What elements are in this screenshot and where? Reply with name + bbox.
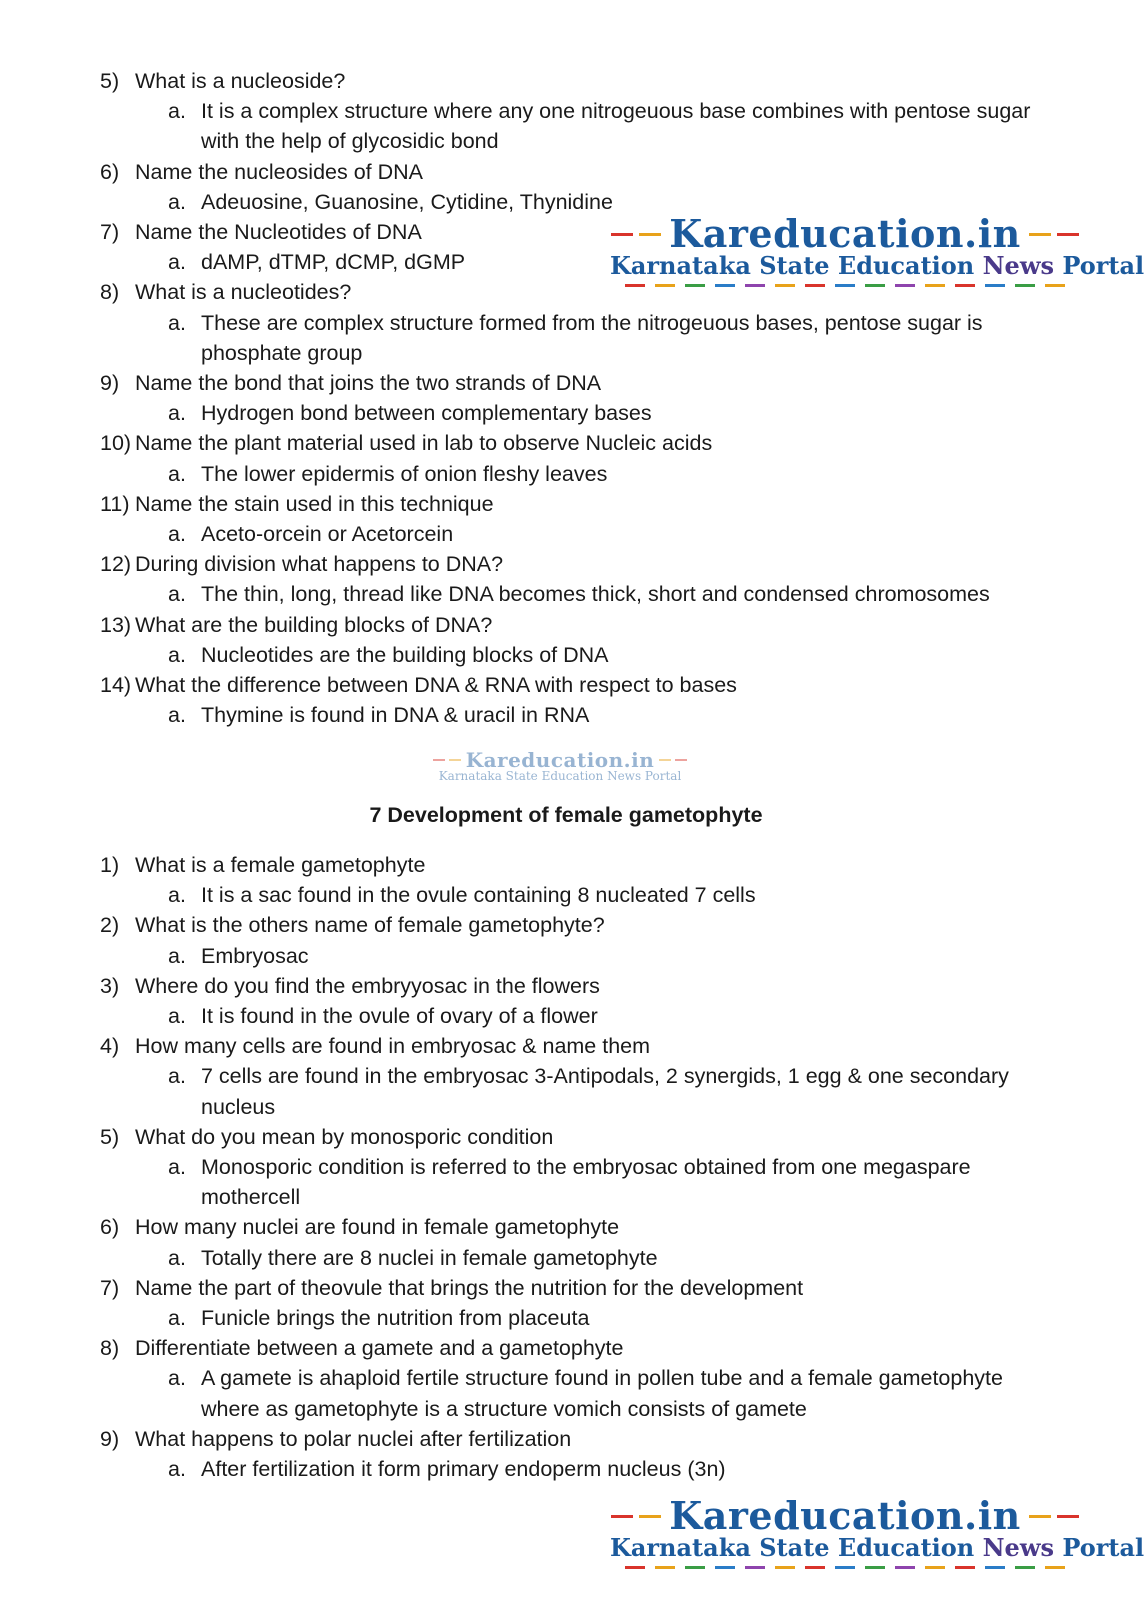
answer-text: The lower epidermis of onion fleshy leaves bbox=[201, 461, 608, 486]
logo-dash bbox=[835, 284, 855, 287]
question-number: 3) bbox=[100, 973, 120, 998]
question-text: Name the Nucleotides of DNA bbox=[135, 220, 422, 245]
logo-dash bbox=[775, 284, 795, 287]
logo-brand-text: Kareducation.in bbox=[669, 1493, 1021, 1538]
question-text: Name the bond that joins the two strands of DNA bbox=[135, 371, 602, 396]
question-text: Name the nucleosides of DNA bbox=[135, 159, 424, 184]
answer-text: The thin, long, thread like DNA becomes thick, short and condensed chromosomes bbox=[201, 582, 990, 607]
question-text: Name the stain used in this technique bbox=[135, 491, 494, 516]
question-item bbox=[100, 1273, 1060, 1303]
answer-label: a. bbox=[168, 943, 186, 968]
question-text: What the difference between DNA & RNA with respect to bases bbox=[135, 673, 737, 698]
answer-item bbox=[100, 1454, 1060, 1484]
question-item bbox=[100, 610, 1060, 640]
logo-dash bbox=[805, 284, 825, 287]
answer-item bbox=[100, 1001, 1060, 1031]
section-title: 7 Development of female gametophyte bbox=[369, 803, 763, 827]
question-number: 9) bbox=[100, 371, 120, 396]
answer-text: It is a complex structure where any one nitrogeuous base combines with pentose sugar with the help of glycosidic bond bbox=[201, 99, 1031, 154]
answer-label: a. bbox=[168, 1064, 186, 1089]
question-item bbox=[100, 971, 1060, 1001]
answer-item bbox=[100, 880, 1060, 910]
logo-dashes-left bbox=[611, 233, 661, 236]
answer-text: Thymine is found in DNA & uracil in RNA bbox=[201, 703, 590, 728]
question-text: Differentiate between a gamete and a gametophyte bbox=[135, 1336, 624, 1361]
logo-dash bbox=[895, 1566, 915, 1569]
logo-dashes-left bbox=[611, 1515, 661, 1518]
answer-label: a. bbox=[168, 883, 186, 908]
qa-list-female-gametophyte bbox=[100, 850, 1060, 1484]
logo-tagline: Karnataka State Education News Portal bbox=[610, 251, 1144, 280]
question-text: How many nuclei are found in female gametophyte bbox=[135, 1215, 620, 1240]
answer-label: a. bbox=[168, 250, 186, 275]
question-number: 6) bbox=[100, 1215, 120, 1240]
question-item bbox=[100, 1333, 1060, 1363]
question-item bbox=[100, 157, 1060, 187]
logo-dash-row bbox=[610, 284, 1080, 287]
question-text: During division what happens to DNA? bbox=[135, 552, 504, 577]
answer-label: a. bbox=[168, 401, 186, 426]
logo-dash bbox=[985, 1566, 1005, 1569]
answer-text: dAMP, dTMP, dCMP, dGMP bbox=[201, 250, 466, 275]
answer-label: a. bbox=[168, 310, 186, 335]
logo-dash bbox=[1015, 1566, 1035, 1569]
answer-item bbox=[100, 1152, 1060, 1212]
logo-dash bbox=[955, 1566, 975, 1569]
answer-label: a. bbox=[168, 1366, 186, 1391]
answer-label: a. bbox=[168, 582, 186, 607]
logo-dashes-right bbox=[1029, 233, 1079, 236]
answer-item bbox=[100, 459, 1060, 489]
answer-text: A gamete is ahaploid fertile structure found in pollen tube and a female gametophyte where as gametophyte is a structure vomich consists of gamete bbox=[201, 1366, 1003, 1421]
logo-dash bbox=[865, 284, 885, 287]
watermark-tagline: Karnataka State Education News Portal bbox=[438, 769, 682, 783]
logo-dash bbox=[625, 284, 645, 287]
logo-dash bbox=[805, 1566, 825, 1569]
logo-dash bbox=[1045, 284, 1065, 287]
answer-label: a. bbox=[168, 1004, 186, 1029]
question-number: 13) bbox=[100, 612, 132, 637]
answer-label: a. bbox=[168, 99, 186, 124]
logo-dash bbox=[895, 284, 915, 287]
logo-dashes-right bbox=[1029, 1515, 1079, 1518]
question-item bbox=[100, 368, 1060, 398]
question-text: What is a nucleoside? bbox=[135, 69, 346, 93]
question-number: 5) bbox=[100, 69, 120, 93]
watermark-dashes-right bbox=[659, 759, 687, 761]
question-item bbox=[100, 549, 1060, 579]
question-number: 1) bbox=[100, 853, 120, 877]
answer-item bbox=[100, 941, 1060, 971]
question-text: What is a female gametophyte bbox=[135, 853, 426, 877]
question-text: Name the plant material used in lab to observe Nucleic acids bbox=[135, 431, 713, 456]
question-text: Name the part of theovule that brings the nutrition for the development bbox=[135, 1275, 804, 1300]
answer-text: After fertilization it form primary endoperm nucleus (3n) bbox=[201, 1457, 726, 1482]
question-item bbox=[100, 1212, 1060, 1242]
answer-label: a. bbox=[168, 1245, 186, 1270]
logo-dash bbox=[745, 1566, 765, 1569]
question-text: What is the others name of female gametophyte? bbox=[135, 913, 605, 938]
logo-dash bbox=[835, 1566, 855, 1569]
answer-text: These are complex structure formed from the nitrogeuous bases, pentose sugar is phosphate group bbox=[201, 310, 983, 365]
answer-label: a. bbox=[168, 1155, 186, 1180]
question-item bbox=[100, 670, 1060, 700]
answer-item bbox=[100, 519, 1060, 549]
answer-item bbox=[100, 640, 1060, 670]
answer-item bbox=[100, 308, 1060, 368]
answer-item bbox=[100, 1303, 1060, 1333]
answer-label: a. bbox=[168, 522, 186, 547]
answer-label: a. bbox=[168, 461, 186, 486]
watermark-brand-text: Kareducation.in bbox=[465, 748, 655, 772]
question-number: 9) bbox=[100, 1426, 120, 1451]
answer-text: Aceto-orcein or Acetorcein bbox=[201, 522, 454, 547]
question-number: 6) bbox=[100, 159, 120, 184]
question-number: 10) bbox=[100, 431, 132, 456]
question-text: What do you mean by monosporic condition bbox=[135, 1124, 554, 1149]
answer-item bbox=[100, 1363, 1060, 1423]
answer-text: Nucleotides are the building blocks of DNA bbox=[201, 642, 609, 667]
question-item bbox=[100, 910, 1060, 940]
question-number: 12) bbox=[100, 552, 132, 577]
question-number: 7) bbox=[100, 220, 120, 245]
answer-label: a. bbox=[168, 703, 186, 728]
answer-text: It is found in the ovule of ovary of a flower bbox=[201, 1004, 598, 1029]
question-text: What is a nucleotides? bbox=[135, 280, 352, 305]
question-item bbox=[100, 850, 1060, 880]
qa-list-nucleic-acids bbox=[100, 66, 1060, 730]
logo-dash bbox=[775, 1566, 795, 1569]
question-number: 8) bbox=[100, 280, 120, 305]
answer-text: Adeuosine, Guanosine, Cytidine, Thynidine bbox=[201, 189, 613, 214]
question-text: What happens to polar nuclei after fertilization bbox=[135, 1426, 572, 1451]
logo-dash bbox=[745, 284, 765, 287]
question-text: Where do you find the embryyosac in the flowers bbox=[135, 973, 600, 998]
logo-dash bbox=[715, 284, 735, 287]
logo-dash bbox=[655, 284, 675, 287]
answer-item bbox=[100, 398, 1060, 428]
logo-dash bbox=[925, 284, 945, 287]
logo-dash bbox=[655, 1566, 675, 1569]
watermark-dashes-left bbox=[433, 759, 461, 761]
question-item bbox=[100, 1424, 1060, 1454]
question-item bbox=[100, 489, 1060, 519]
question-number: 7) bbox=[100, 1275, 120, 1300]
logo-dash bbox=[1045, 1566, 1065, 1569]
answer-item bbox=[100, 1243, 1060, 1273]
logo-dash bbox=[985, 284, 1005, 287]
logo-dash bbox=[925, 1566, 945, 1569]
answer-label: a. bbox=[168, 1306, 186, 1331]
question-number: 11) bbox=[100, 491, 130, 516]
answer-text: 7 cells are found in the embryosac 3-Antipodals, 2 synergids, 1 egg & one secondary nucleus bbox=[201, 1064, 1009, 1119]
logo-brand-text: Kareducation.in bbox=[669, 211, 1021, 256]
logo-dash bbox=[685, 1566, 705, 1569]
answer-text: Totally there are 8 nuclei in female gametophyte bbox=[201, 1245, 658, 1270]
answer-label: a. bbox=[168, 1457, 186, 1482]
answer-item bbox=[100, 579, 1060, 609]
answer-text: Funicle brings the nutrition from placeuta bbox=[201, 1306, 590, 1331]
question-number: 8) bbox=[100, 1336, 120, 1361]
question-item bbox=[100, 1122, 1060, 1152]
answer-item bbox=[100, 700, 1060, 730]
logo-dash bbox=[625, 1566, 645, 1569]
logo-dash bbox=[685, 284, 705, 287]
question-item bbox=[100, 428, 1060, 458]
question-number: 5) bbox=[100, 1124, 120, 1149]
logo-dash bbox=[1015, 284, 1035, 287]
question-item bbox=[100, 1031, 1060, 1061]
logo-dash bbox=[865, 1566, 885, 1569]
answer-text: Embryosac bbox=[201, 943, 309, 968]
kareducation-watermark bbox=[430, 750, 690, 782]
kareducation-logo-bottom bbox=[610, 1493, 1144, 1569]
answer-item bbox=[100, 96, 1060, 156]
question-number: 4) bbox=[100, 1034, 120, 1059]
answer-text: It is a sac found in the ovule containing 8 nucleated 7 cells bbox=[201, 883, 756, 908]
answer-text: Hydrogen bond between complementary bases bbox=[201, 401, 652, 426]
question-item bbox=[100, 66, 1060, 96]
logo-dash bbox=[715, 1566, 735, 1569]
logo-dash bbox=[955, 284, 975, 287]
answer-text: Monosporic condition is referred to the embryosac obtained from one megaspare mothercell bbox=[201, 1155, 971, 1210]
answer-label: a. bbox=[168, 642, 186, 667]
logo-tagline: Karnataka State Education News Portal bbox=[610, 1533, 1144, 1562]
kareducation-logo-top bbox=[610, 211, 1144, 287]
question-number: 2) bbox=[100, 913, 120, 938]
question-number: 14) bbox=[100, 673, 132, 698]
question-text: How many cells are found in embryosac & name them bbox=[135, 1034, 651, 1059]
answer-item bbox=[100, 1061, 1060, 1121]
question-text: What are the building blocks of DNA? bbox=[135, 612, 493, 637]
logo-dash-row bbox=[610, 1566, 1080, 1569]
answer-label: a. bbox=[168, 189, 186, 214]
